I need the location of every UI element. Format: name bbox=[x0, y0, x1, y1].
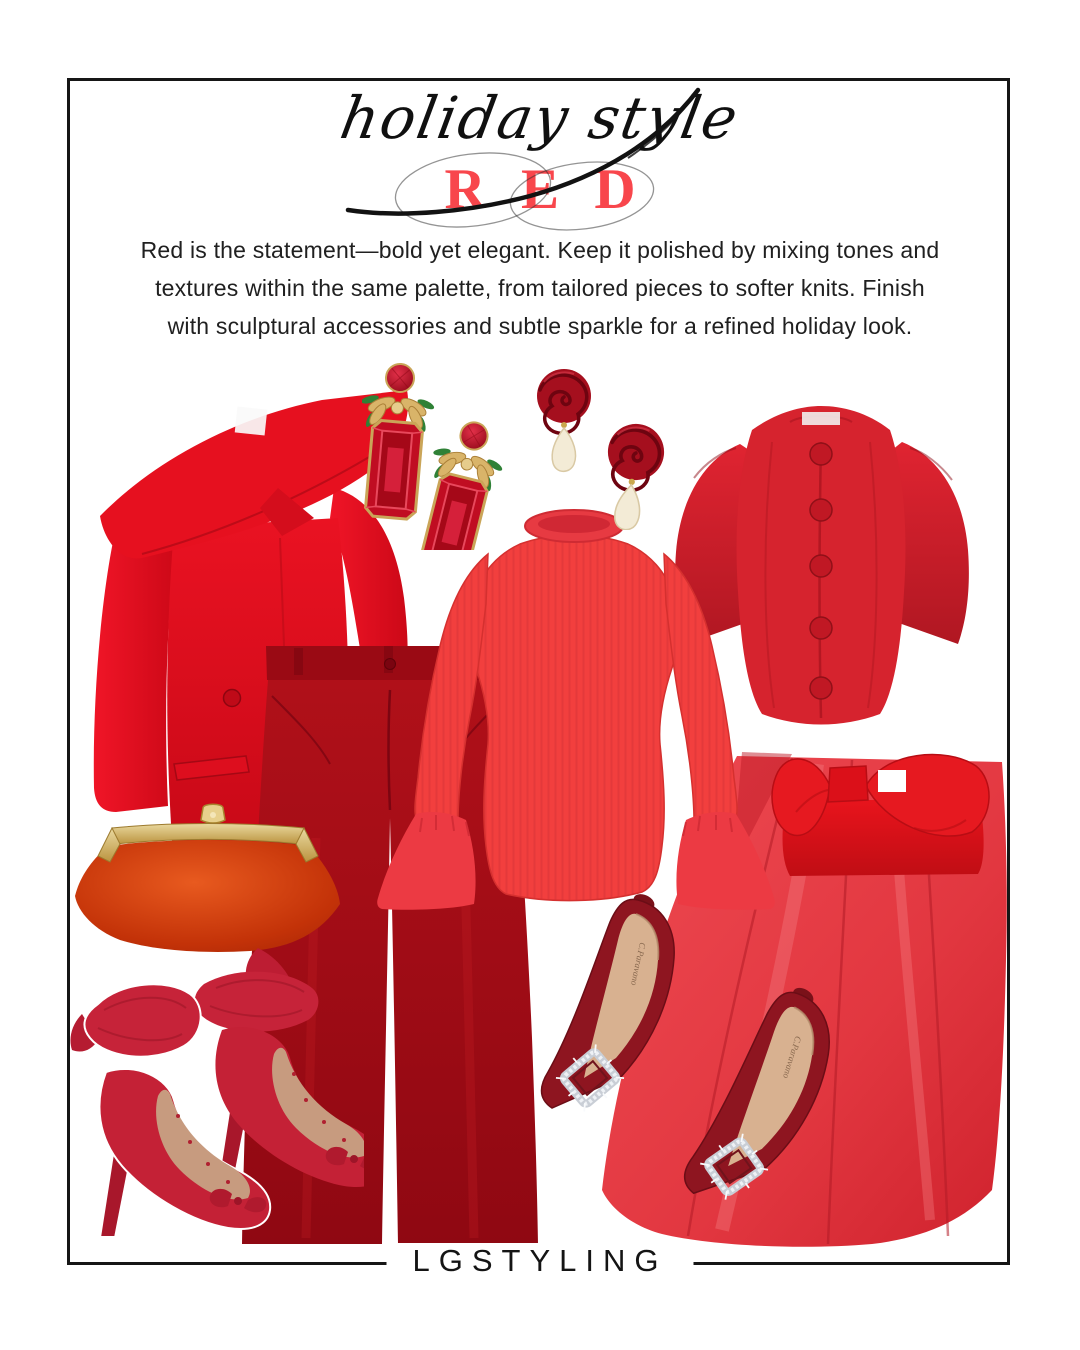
item-ribbon-ankle-heels bbox=[68, 944, 364, 1236]
main-title: RED bbox=[444, 158, 671, 221]
item-crystal-buckle-flats bbox=[528, 888, 864, 1222]
gem-drop-earrings-illustration bbox=[362, 350, 520, 550]
ribbon-ankle-heels-illustration bbox=[68, 944, 364, 1236]
item-rose-earrings bbox=[532, 358, 682, 530]
description bbox=[0, 231, 1080, 345]
bow-clutch-bag-illustration bbox=[766, 742, 1000, 884]
crystal-buckle-flats-illustration bbox=[528, 888, 864, 1222]
item-gem-drop-earrings bbox=[362, 350, 520, 550]
item-bow-clutch-bag bbox=[766, 742, 1000, 884]
script-title: holiday style bbox=[335, 84, 745, 152]
description-line: with sculptural accessories and subtle sparkle for a refined holiday look. bbox=[167, 313, 913, 339]
item-bell-sleeve-sweater bbox=[370, 496, 782, 910]
bell-sleeve-sweater-illustration bbox=[370, 496, 782, 910]
description-line: textures within the same palette, from tailored pieces to softer knits. Finish bbox=[155, 275, 925, 301]
rose-earrings-illustration bbox=[532, 358, 682, 530]
item-velvet-frame-clutch bbox=[68, 802, 346, 954]
footer-brand: LGSTYLING bbox=[387, 1243, 694, 1279]
description-line: Red is the statement—bold yet elegant. Keep it polished by mixing tones and bbox=[140, 237, 940, 263]
velvet-frame-clutch-illustration bbox=[68, 802, 346, 954]
